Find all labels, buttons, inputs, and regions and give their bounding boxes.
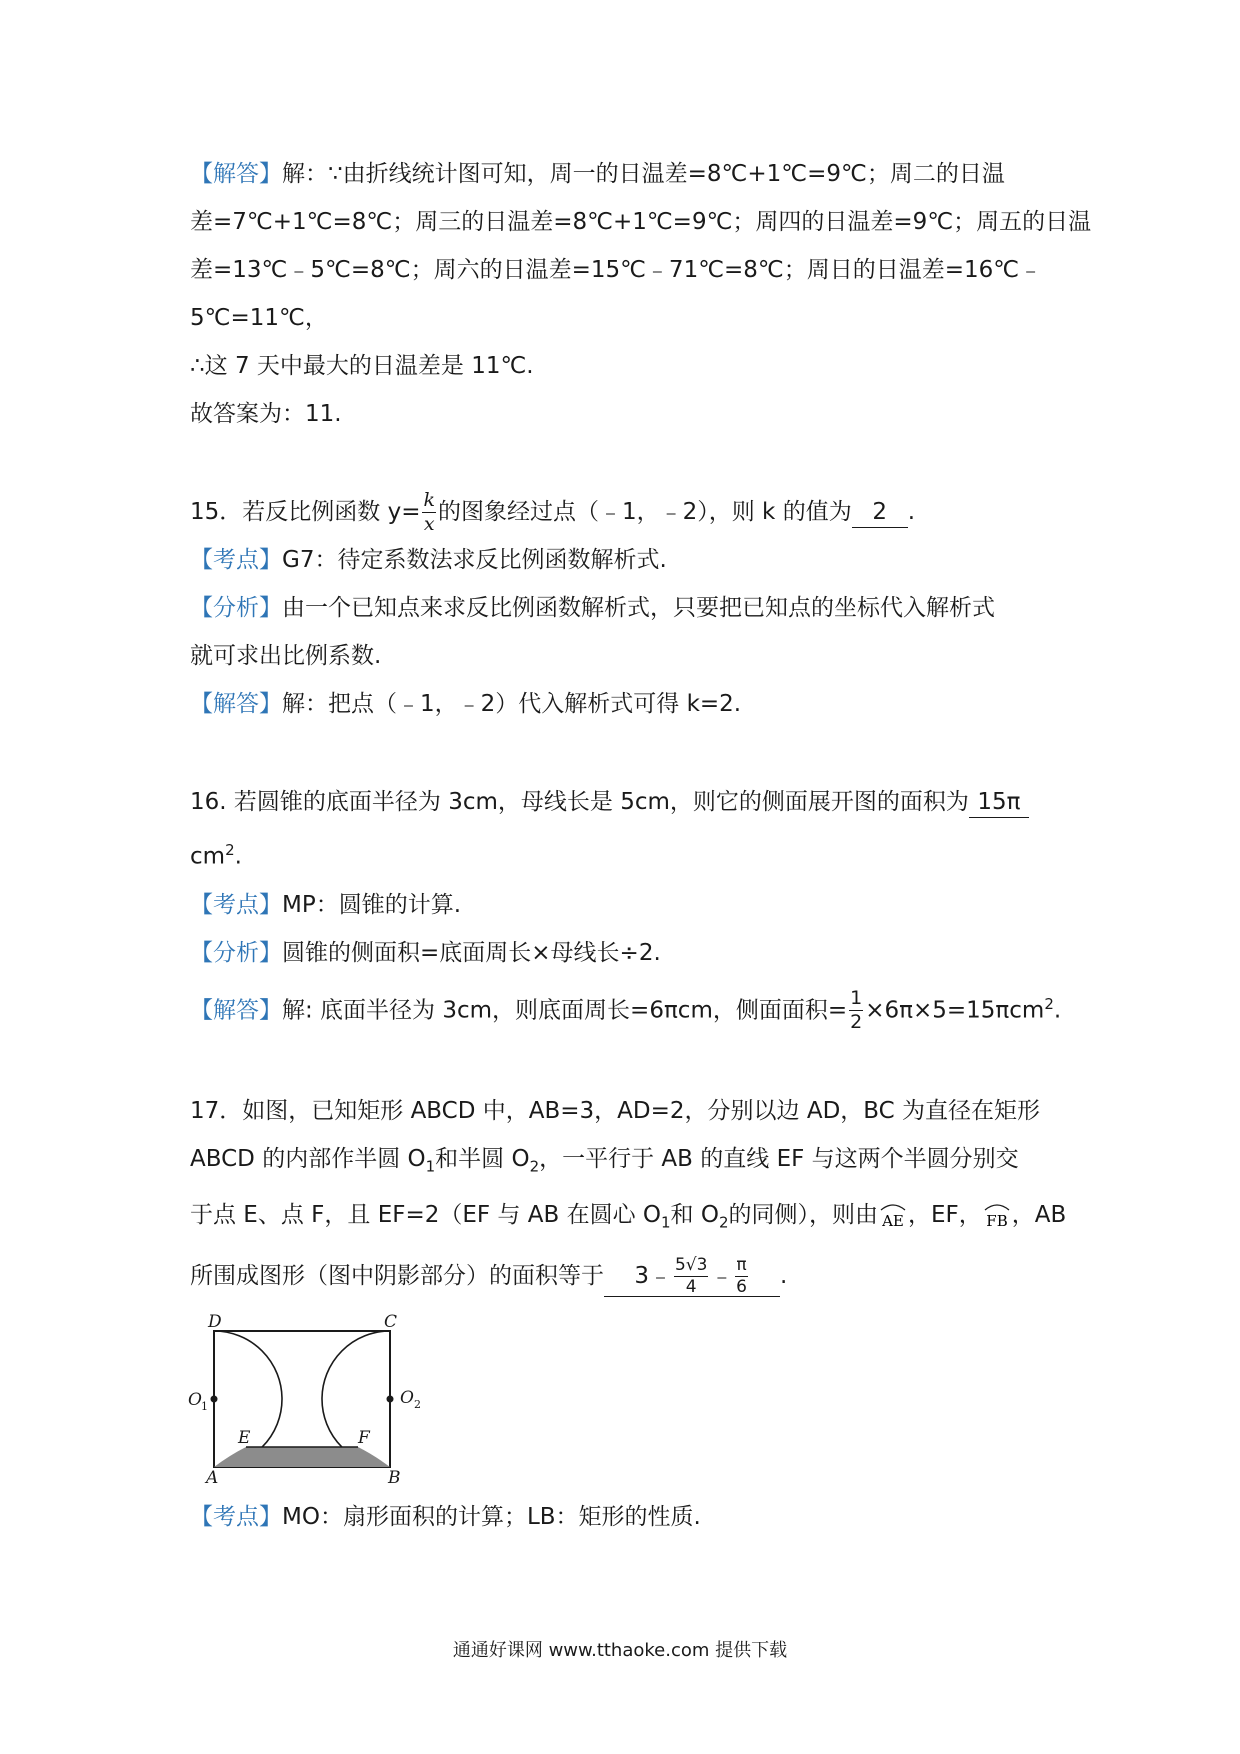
svg-text:A: A <box>206 1467 219 1483</box>
period: . <box>907 499 916 525</box>
q15-fenxi-cont: 就可求出比例系数. <box>190 643 382 669</box>
q17-text: 于点 E、点 F，且 EF=2（EF 与 AB 在圆心 O <box>190 1201 661 1228</box>
svg-text:C: C <box>384 1312 398 1332</box>
q15-jieda <box>190 680 1060 728</box>
q16-question <box>190 778 1060 826</box>
svg-text:AE: AE <box>882 1212 904 1231</box>
fraction-numerator: π <box>736 1254 747 1275</box>
fenxi-text: 由一个已知点来求反比例函数解析式，只要把已知点的坐标代入解析式 <box>282 595 995 621</box>
jieda-tag: 【解答】 <box>190 691 282 717</box>
q17-text: ，一平行于 AB 的直线 EF 与这两个半圆分别交 <box>539 1146 1019 1173</box>
unit-sup: 2 <box>225 841 235 859</box>
q17-question-line-1: 17．如图，已知矩形 ABCD 中，AB=3，AD=2，分别以边 AD，BC 为直径在矩形 <box>190 1098 1041 1125</box>
jieda-text: 解: 底面半径为 3cm，则底面周长=6πcm，侧面面积= <box>282 997 848 1024</box>
kaodian-tag: 【考点】 <box>190 891 282 918</box>
q17-text: 所围成图形（图中阴影部分）的面积等于 <box>190 1262 604 1289</box>
q17-text: 和 O <box>670 1201 719 1228</box>
svg-text:O: O <box>188 1389 202 1410</box>
answer-part: 3﹣ <box>634 1262 672 1289</box>
arc-ae-label <box>878 1200 908 1230</box>
q14-solution-line-1 <box>190 150 1060 198</box>
sub: 1 <box>425 1157 436 1176</box>
geometry-figure <box>188 1313 1060 1487</box>
q17-text: 和半圆 O <box>435 1146 530 1173</box>
period: . <box>1053 997 1062 1024</box>
kaodian-text: MP：圆锥的计算. <box>282 891 462 918</box>
kaodian-text: G7：待定系数法求反比例函数解析式. <box>282 547 667 573</box>
fraction-numerator: 5√3 <box>674 1254 708 1275</box>
q14-conclusion: ∴这 7 天中最大的日温差是 11℃. <box>190 353 534 379</box>
page-content <box>188 150 1092 1541</box>
q14-text: 解：∵由折线统计图可知，周一的日温差=8℃+1℃=9℃；周二的日温 <box>282 161 1005 187</box>
fraction-denominator: 6 <box>736 1276 747 1297</box>
q17-question-line-4 <box>190 1247 1060 1305</box>
jieda-tag: 【解答】 <box>190 997 282 1024</box>
q17-question-line-2 <box>190 1135 1060 1191</box>
svg-text:D: D <box>208 1312 222 1332</box>
answer-frac-1 <box>674 1254 708 1297</box>
unit: cm <box>190 843 226 870</box>
q15-text: 的图象经过点（﹣1，﹣2），则 k 的值为 <box>437 499 852 525</box>
svg-text:FB: FB <box>986 1212 1008 1231</box>
fraction-denominator: x <box>423 513 435 535</box>
rectangle-semicircles-diagram <box>188 1313 428 1483</box>
jieda-text: 解：把点（﹣1，﹣2）代入解析式可得 k=2. <box>282 691 742 717</box>
kaodian-text: MO：扇形面积的计算；LB：矩形的性质. <box>282 1503 701 1530</box>
q15-answer-blank: 2 <box>852 497 908 528</box>
sub: 1 <box>660 1213 671 1232</box>
sup: 2 <box>1044 994 1054 1013</box>
q15-fraction <box>422 491 436 534</box>
q14-solution-line-4: 5℃=11℃， <box>190 305 328 331</box>
q16-fenxi <box>190 929 1060 977</box>
period: . <box>234 843 242 870</box>
svg-text:O: O <box>400 1387 414 1408</box>
sub: 2 <box>718 1213 729 1232</box>
q16-jieda <box>190 977 1060 1038</box>
fraction-denominator: 4 <box>685 1276 697 1297</box>
q15-fenxi <box>190 584 1060 632</box>
svg-text:B: B <box>388 1467 401 1483</box>
q17-kaodian <box>190 1493 1060 1541</box>
q16-kaodian <box>190 881 1060 929</box>
fraction-denominator: 2 <box>850 1011 863 1034</box>
answer-frac-2 <box>735 1254 747 1297</box>
q14-solution-line-3: 差=13℃﹣5℃=8℃；周六的日温差=15℃﹣71℃=8℃；周日的日温差=16℃﹣ <box>190 257 1043 283</box>
arc-fb-label <box>982 1200 1012 1230</box>
q17-answer-blank <box>604 1256 780 1297</box>
half-fraction <box>849 989 863 1032</box>
q15-question <box>190 488 1060 536</box>
q15-text: 15．若反比例函数 y= <box>190 499 421 525</box>
q16-text: 16. 若圆锥的底面半径为 3cm，母线长是 5cm，则它的侧面展开图的面积为 <box>190 789 969 815</box>
q17-text: ，AB <box>1011 1201 1067 1228</box>
q15-kaodian <box>190 536 1060 584</box>
svg-text:F: F <box>358 1427 370 1448</box>
q17-text: ，EF， <box>908 1201 982 1228</box>
svg-text:2: 2 <box>414 1397 421 1411</box>
jieda-tag: 【解答】 <box>190 161 282 187</box>
svg-text:1: 1 <box>201 1399 208 1413</box>
kaodian-tag: 【考点】 <box>190 1503 282 1530</box>
fenxi-tag: 【分析】 <box>190 595 282 621</box>
fraction-numerator: 1 <box>850 987 863 1010</box>
jieda-text: ×6π×5=15πcm <box>865 997 1045 1024</box>
q14-answer: 故答案为：11. <box>190 401 342 427</box>
fenxi-tag: 【分析】 <box>190 939 282 966</box>
sub: 2 <box>529 1157 540 1176</box>
q16-answer-blank: 15π <box>969 787 1029 818</box>
svg-text:E: E <box>238 1427 251 1448</box>
q16-question-cont <box>190 826 1060 881</box>
q14-solution-line-2: 差=7℃+1℃=8℃；周三的日温差=8℃+1℃=9℃；周四的日温差=9℃；周五的日温 <box>190 209 1092 235</box>
answer-part: ﹣ <box>710 1262 734 1289</box>
fraction-numerator: k <box>423 489 435 511</box>
kaodian-tag: 【考点】 <box>190 547 282 573</box>
fenxi-text: 圆锥的侧面积=底面周长×母线长÷2. <box>282 939 661 966</box>
period: . <box>780 1262 788 1289</box>
page-footer: 通通好课网 www.tthaoke.com 提供下载 <box>452 1640 788 1661</box>
q17-text: 的同侧），则由 <box>728 1201 878 1228</box>
q17-question-line-3 <box>190 1191 1067 1247</box>
q17-text: ABCD 的内部作半圆 O <box>190 1146 426 1173</box>
